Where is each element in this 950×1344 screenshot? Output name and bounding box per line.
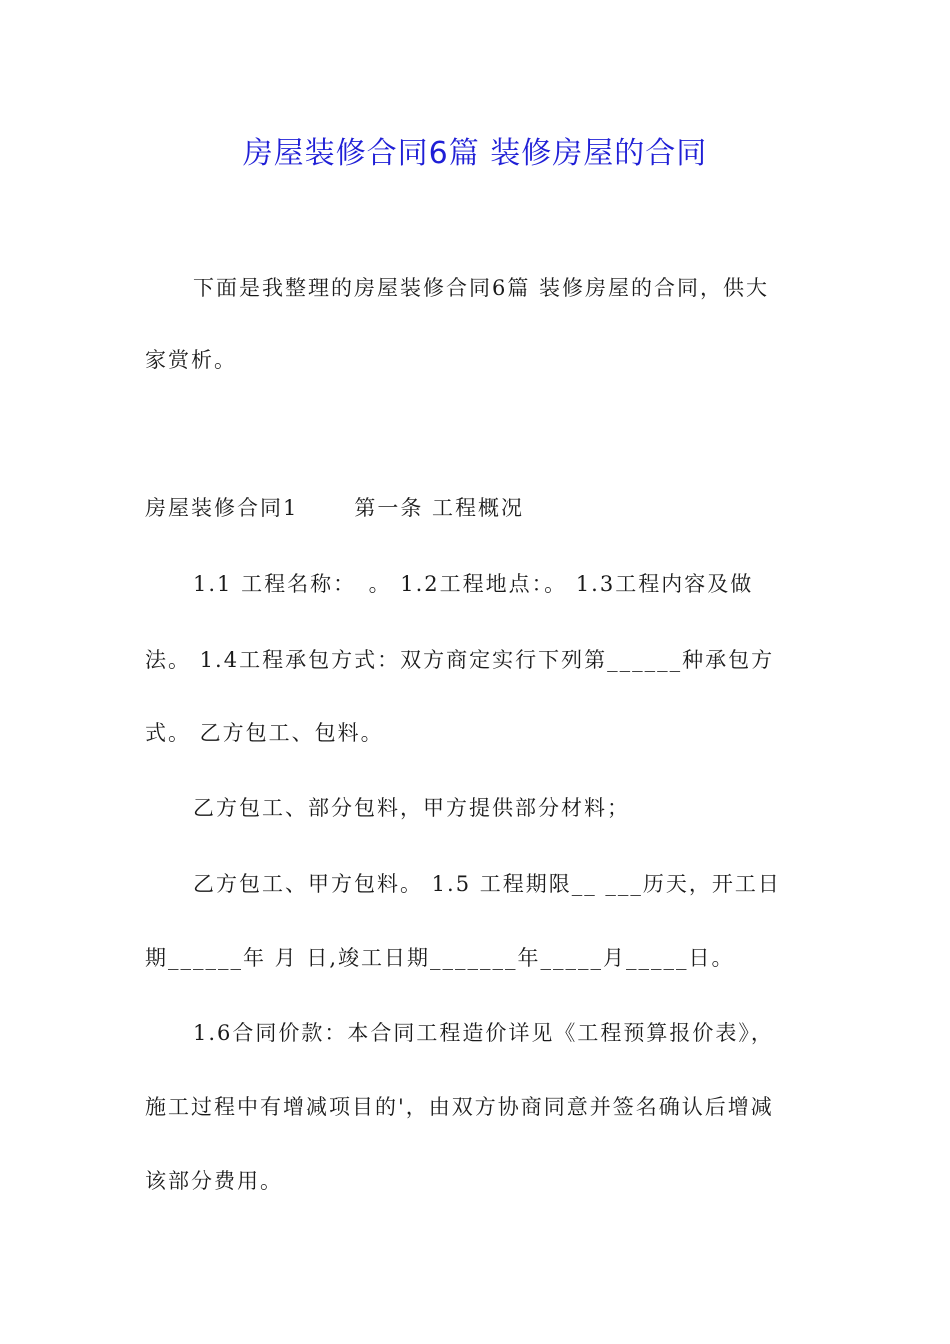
- paragraph-line: 乙方包工、甲方包料。 1.5 工程期限__ ___历天，开工日: [193, 872, 781, 896]
- paragraph-line: 1.1 工程名称： 。 1.2工程地点：。 1.3工程内容及做: [193, 572, 754, 596]
- article-heading: 第一条 工程概况: [354, 496, 525, 520]
- paragraph-line: 乙方包工、部分包料，甲方提供部分材料；: [193, 796, 630, 820]
- paragraph-line: 法。 1.4工程承包方式：双方商定实行下列第______种承包方: [145, 648, 775, 672]
- intro-line-1: 下面是我整理的房屋装修合同6篇 装修房屋的合同，供大: [193, 276, 770, 300]
- paragraph-line: 期______年 月 日,竣工日期_______年_____月_____日。: [145, 946, 735, 970]
- document-title: 房屋装修合同6篇 装修房屋的合同: [242, 136, 708, 171]
- contract-label: 房屋装修合同1: [145, 496, 299, 520]
- paragraph-line: 1.6合同价款：本合同工程造价详见《工程预算报价表》，: [193, 1021, 774, 1045]
- paragraph-line: 该部分费用。: [145, 1169, 283, 1193]
- section-heading: [145, 491, 815, 525]
- paragraph-line: 式。 乙方包工、包料。: [145, 721, 384, 745]
- intro-line-2: 家赏析。: [145, 348, 237, 372]
- paragraph-line: 施工过程中有增减项目的'，由双方协商同意并签名确认后增减: [145, 1095, 774, 1119]
